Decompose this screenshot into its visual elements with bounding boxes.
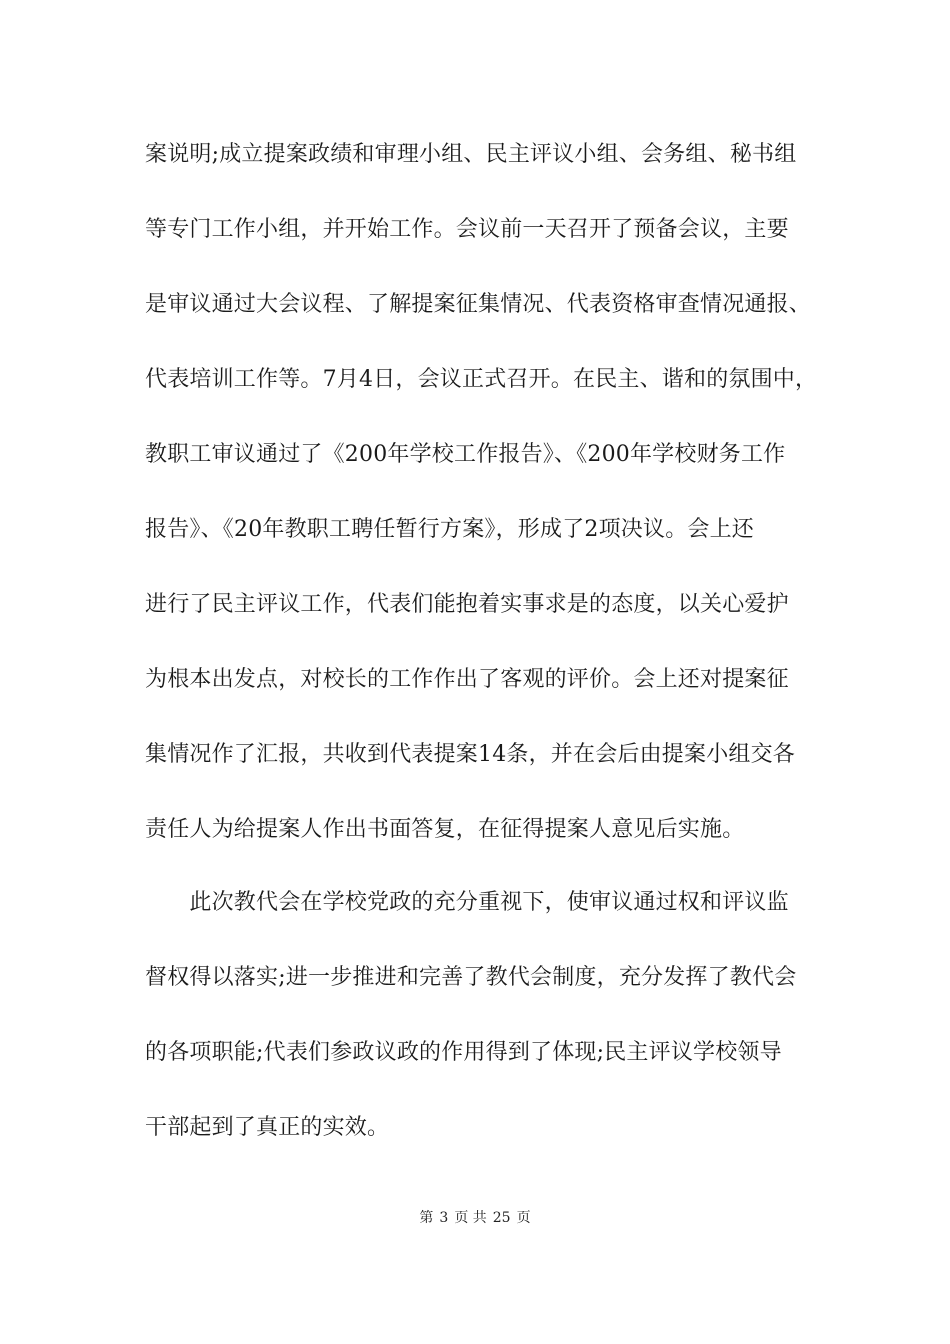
text-line: 进行了民主评议工作，代表们能抱着实事求是的态度，以关心爱护 [145, 592, 789, 617]
text-line: 报告》、《20年教职工聘任暂行方案》，形成了2项决议。会上还 [145, 517, 754, 542]
text-line: 案说明;成立提案政绩和审理小组、民主评议小组、会务组、秘书组 [145, 142, 797, 167]
text-line: 集情况作了汇报，共收到代表提案14条，并在会后由提案小组交各 [145, 742, 795, 767]
text-line: 干部起到了真正的实效。 [145, 1115, 390, 1140]
total-pages-number: 25 [492, 1210, 511, 1226]
page-footer [0, 1208, 950, 1228]
text-line: 督权得以落实;进一步推进和完善了教代会制度，充分发挥了教代会 [145, 965, 797, 990]
page-label-suffix: 页 [516, 1210, 531, 1226]
text-line: 的各项职能;代表们参政议政的作用得到了体现;民主评议学校领导 [145, 1040, 782, 1065]
text-line: 为根本出发点，对校长的工作作出了客观的评价。会上还对提案征 [145, 667, 789, 692]
text-line: 是审议通过大会议程、了解提案征集情况、代表资格审查情况通报、 [145, 292, 812, 317]
text-line: 代表培训工作等。7月4日，会议正式召开。在民主、谐和的氛围中， [145, 367, 818, 392]
current-page-number: 3 [439, 1210, 449, 1226]
text-line: 等专门工作小组，并开始工作。会议前一天召开了预备会议，主要 [145, 217, 789, 242]
text-line: 教职工审议通过了《200年学校工作报告》、《200年学校财务工作 [145, 442, 786, 467]
paragraph-start-line: 此次教代会在学校党政的充分重视下，使审议通过权和评议监 [145, 890, 789, 915]
text-line: 责任人为给提案人作出书面答复，在征得提案人意见后实施。 [145, 817, 745, 842]
page-label-mid: 页 共 [454, 1210, 487, 1226]
page-label-prefix: 第 [419, 1210, 434, 1226]
